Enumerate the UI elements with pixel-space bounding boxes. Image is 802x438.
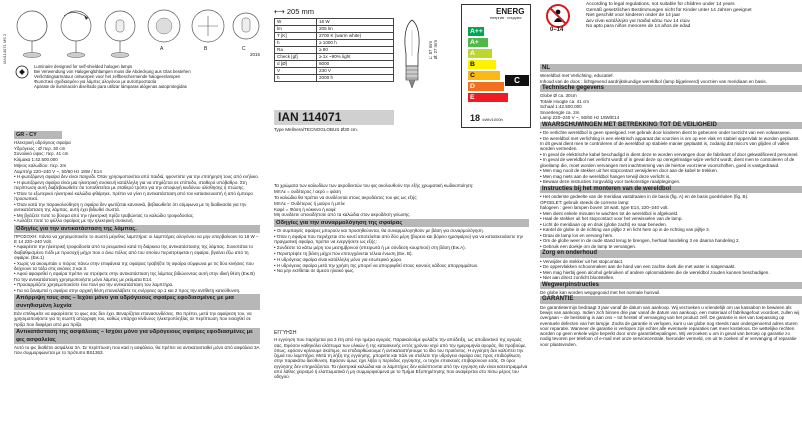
spec-key: h [275, 75, 317, 82]
right-column [540, 0, 802, 438]
middle-column [268, 0, 532, 438]
gr-spec: Συνολικό ύψος: περ. 41 cm [14, 151, 69, 157]
year-label: 2015 [249, 52, 260, 57]
luminaire-line: Aparate de iluminación diseñado para utilizar lámparas alógenas autoprotegidas [34, 84, 187, 90]
nl-safety-paragraph: • De wereldbol met verlichting is een elektrisch apparaat dat voorzien is om op een vlak en stabiel oppervlak te worden geplaatst. In dit geval dient men te controleren of de wereldbol op stabiele manier geplaatst is, zodanig dat risico's van glijden of vallen worden vermeden. [540, 135, 800, 152]
section-head-disposal: Απόρριψη τους σας – Ιεχύει μόνο για υδρόγειους σφαίρες εφοδιασμένες με μια συνηθισμένη λυχνία [14, 294, 260, 310]
warranty-paragraph: Η εγγύηση που παρέχεται για 3 έτη από την ημέρα αγοράς. Παρακαλούμε φυλάξτε την απόδειξη, ως αποδεικτικό της αγοράς σας. Εφόσον καθηκόλει ελάττωμα των υλικών ή της κατασκευής εντός χρόνου ισχύ από την ημερομηνία αγοράς, θα προβούμε, όπως, εφόσον κρίνουμε σκόπιμο, να επιδιορθώσουμε ή αντικαταστήσουμε το ίδιο του προϊόντος. Η εγγύηση δεν καλύπτει την ζημιά του λαμπτήρα. Μετά τη λήξη της εγγύησης, μπορείτε και πάλι να στείλετε την υδρόγειο σφαίρα σας προς επιδιόρθωση στην παρακάτω διεύθυνση. Εφόσον όμως έχει λήξει η περίοδος εγγύησης, οι τυχόν επισκευές επιβαρύνουν εσάς. Οι όροι εγγύησης δεν επηρεάζονται. Τα ηλεκτρικά καλώδια και οι λαμπτήρες δεν καλύπτονται από την εγγύηση εάν είναι κατεστραμμένα από λάθος χειρισμό ή ελαττωματικά ή μη συμμορφούμενα με το Τμήμα Εξυπηρέτησης που αναφέρεται στο πίσω μέρος του οδηγού. [274, 337, 528, 380]
language-tag-gr: GR - CY [14, 131, 62, 139]
energy-class-bar: A+ [468, 38, 488, 47]
diagram-label-a: A [160, 46, 164, 52]
gr-spec: Κλίμακα 1:42.500.000 [14, 157, 58, 163]
spec-row [275, 75, 394, 82]
spec-value: 18 W [316, 19, 393, 26]
diagram-label-c: C [242, 46, 246, 52]
nl-disposal-paragraph: De globe kan worden weggegooid met het normale huisvuil. [540, 290, 661, 296]
assembly-paragraph: • Η υδρόγειος σφαίρα είναι κατάλληλη μόνο για εσωτερικό χώρο. [274, 256, 403, 262]
nl-safety-paragraph: • Men mag niets aan de wereldbol hangen terwijl deze verlicht is. [540, 173, 671, 179]
assembly-paragraph: • Περιστρέψτε τη βάση μέχρι που επιτυγχάνεται τέλεια ένωση (Εικ. Β). [274, 250, 413, 256]
nl-spec: Snoerlengte ca. 2m [540, 109, 580, 115]
spec-value: 230 V [316, 68, 393, 75]
gr-fuse-paragraph: Αυτό το φις διαθέτει ασφάλεια 3A. Σε περίπτωση που καεί η ασφάλεια, θα πρέπει να αντικατασταθεί μόνο από ασφάλεια 3A που συμμορφώνεται με το πρότυπο BS1363. [14, 344, 260, 356]
wire-color-line: Καφέ = Φάση ή κόκκινο ή καφέ [274, 206, 336, 212]
spec-key: lm [275, 26, 317, 33]
lamp-spec-table [274, 18, 394, 82]
wire-color-line: ΜπΛε – Ουδέτερος ή μαύρο ή μπλε [274, 200, 346, 206]
nl-spec: Totale Hoogte ca. 41 cm [540, 98, 590, 104]
gr-lamp-paragraph: • Χωρίς να ακουμπάει ο πιόρος πάνω στην επιφάνεια της σφαίρας τραβήξτε τη σφαίρα σύμφωνα με τις δύο κινήσεις που δείχνουν τα τόξα στις εικόνες 2 και 3. [14, 260, 254, 271]
energy-consumption [470, 113, 503, 123]
section-head-disposal-nl: Wegwerpinstructies [540, 282, 802, 290]
ruler-icon: ⟷ [274, 7, 285, 16]
age-line: Δεν είναι κατάλληλο για παιδιά κάτω των 14 ετών [586, 18, 690, 24]
nl-care-paragraph: • De oppervlakken schoonmaken aan de hand van een zachte doek die met water is natgemaakt. [540, 264, 736, 270]
spec-row [275, 54, 394, 61]
nl-lamp-paragraph: • Het onderste gedeelte van de meridiaa vastdraaien in de basis (fig. A) en de basis goedsluiten (fig. B). [540, 194, 749, 200]
spec-value: 205 lm [316, 26, 393, 33]
spec-key: W [275, 19, 317, 26]
diagram-label-b: B [204, 46, 208, 52]
left-column [0, 0, 262, 438]
section-head-tech: Technische gegevens [540, 85, 802, 93]
energy-class-bar: C [468, 71, 500, 80]
diagram-c [233, 13, 259, 39]
age-warning-text [586, 2, 800, 30]
nl-intro: Wereldbol met Verlichting, educatief. [540, 73, 614, 78]
energy-selected-class: C [505, 75, 529, 86]
wire-color-line: Μη συνδέετε οποιοδήποτε από τα καλώδια στον ακροδέκτη γείωσης. [274, 212, 411, 218]
nl-lamp-paragraph: • Men dient enkele minuten te wachten tot de wereldbol is afgekoeld. [540, 210, 679, 216]
wiring-intro: Τα χρώματα των καλωδίων των ακροδεκτών του φις ακολουθούν την εξής χρωματική κωδικοποίηση: [274, 183, 474, 188]
age-label: 0–14 [550, 27, 564, 33]
spec-key: d [Ø] [275, 61, 317, 68]
lamp-dim: Ø: 27 mm [433, 40, 438, 60]
luminaire-line: Luminaire designed for self-shielded halogen lamps [34, 64, 133, 69]
age-line: Niet geschikt voor kinderen onder de 14 jaar [586, 13, 681, 19]
section-head-fuse: Αντικατάσταση της ασφάλειας – Ισχύει μόνο για υδρόγειους σφαίρες εφοδιασμένες με φις ασφαλείας [14, 328, 260, 344]
spec-row [275, 19, 394, 26]
gr-lamp-paragraph: • Για να ξαναμπεί η σφαίρα στην αρχική θέση επαναλάβετε τις ενέργειες αρ.1 και 2 προς την αντίθετη κατεύθυνση. [14, 288, 241, 294]
nl-lamp-paragraph: • Licht de meridiaan op en druk (globe zacht) ex naar beneden. [540, 221, 667, 227]
assembly-paragraph: • Οι συμπαγείς σφαίρες μπορούν και προσηθεύονται, θα συναρμολογηθούν με βάση για συναρμολόγηση. [274, 227, 484, 233]
spec-key: h [275, 40, 317, 47]
spec-row [275, 47, 394, 54]
diagram-2 [61, 11, 91, 58]
section-head-safety: WAARSCHUWINGEN MET BETREKKING TOT DE VEILIGHEID [540, 122, 802, 130]
energy-class-bar: D [468, 82, 504, 91]
spec-value: ≥ 80 [316, 47, 393, 54]
spec-row [275, 40, 394, 47]
nl-lamp-paragraph: • Om de globe weer in de oude stand terug te brengen, herhaal handeling 3 en daarna handeling 2. [540, 238, 740, 244]
section-head-warranty-nl: GARANTIE [540, 296, 802, 304]
gr-spec: Λαμπτήρ 220–240 V ~, 50/60 Hz 18W / E14 [14, 168, 102, 174]
gr-lamp-paragraph: ΠΡΟΣΟΧΗ: πάντα να χρησιμοποιείτε το σωστό μέγεθος λαμπτήρα: οι λαμπτήρες αλογόνου να μην υπερβαίνουν τα 18 W – E 14 220–240 Volt. [14, 233, 259, 244]
age-line: No apto para niños menores de 14 años de edad [586, 24, 691, 30]
nl-safety-paragraph: • De verlichte wereldbol is geen speelgoed. Het gebruik door kinderen dient te gebeuren onder toezicht van een volwassene. [540, 130, 791, 136]
gr-lamp-paragraph: • Αφού αφαιρεθεί η σφαίρα πρέπει να στρέψετε στην αντικατάσταση της λάμπας βιδώνοντας αυτή στην ιδική θέση (Εικ.Β) Για την αντικατάσταση χρησιμοποιήστε μόνο λάμπες με ρεύματα Ε14. [14, 271, 255, 282]
diagram-a [148, 10, 180, 42]
spec-row [275, 33, 394, 40]
gr-paragraph: • Όταν κατά την παρακολούθηση η σφαίρα δεν φωτίζεται κανονικά, βεβαιωθείτε ότι σύμφωνα με τη διαδικασία για την αντικατάσταση της λάμπας, αυτή έχει βιδωθεί σωστά. [14, 201, 247, 212]
nl-safety-paragraph: • In geval de elektrische kabel beschadigd is dient deze te worden vervangen door de fabrikant of door gekwalificeerd personeel. [540, 151, 799, 157]
nl-safety-paragraph: • In geval de wereldbol niet verlicht wordt of in geval deze op onregelmatige wijze verlicht wordt, dient men te controleren of de gloeilamp die, moet worden vervangen met inachtneming van de hiertoe voorziene voorschriften, goed is vastgedraaid. [540, 157, 795, 168]
spec-key: T [K] [275, 33, 317, 40]
lamp-length [274, 7, 314, 16]
energy-class-bar: A++ [470, 28, 483, 35]
energy-class-bar: A [468, 49, 492, 58]
assembly-paragraph: • Η υδρόγειος σφαίρα μετά την χρήση της μπορεί να απορριφθεί στους κοινούς κάδους απορριμμάτων. [274, 262, 479, 268]
spec-value: ≥ 1000 h [316, 40, 393, 47]
energy-subtitle: енергия · ενεργεια [490, 16, 522, 20]
assembly-paragraph: • Όταν η σφαίρα που περιέχεται στο κουτί αποτελείται από δύο μέρη (βορειο και βόρειο ημισφαίριο) για να κατασκευάσετε την πραγματική σφαίρα, πρέπει να ενεργήσετε ως εξής: [274, 233, 523, 244]
spec-key: Check [gf] [275, 54, 317, 61]
nl-intro: Inhoud van de doos : lichtgevend aardrijkskundige wereldbol (lamp bijgeleverd) voorzien van meridiaan en basis. [540, 78, 767, 84]
gr-lamp-paragraph: • Προσαρμόζετε χρησιμοποιείστε ένα πανί για την αντικατάσταση του λαμπτήρα. [14, 282, 174, 288]
nl-care-paragraph: • Niet aan direct zonlicht blootstellen. [540, 275, 615, 281]
luminaire-line: Φωτιστικό σχεδιασμένο για λάμπες αλογόνου με αυτοπροστασία [34, 79, 157, 85]
middle-instructions [274, 183, 529, 274]
energy-class-bar: E [468, 93, 508, 102]
nl-spec: Lamp 220–240 V ~, 50/60 Hz 18W/E14 [540, 115, 620, 121]
energy-class-bar: B [468, 60, 496, 69]
gr-paragraph: • Αυλάξτε ποτέ το φύλλο σφαίρας με την ηλεκτρική συσκευή. [14, 218, 134, 224]
age-line: Gemäß gesetzlichen Bestimmungen nicht für Kinder unter 14 Jahren geeignet [586, 7, 752, 13]
energy-title: ENERG [496, 7, 525, 16]
spec-value: 2000 h [316, 75, 393, 82]
gr-disposal-paragraph: Εάν επιθυμείτε να αφαιρέσετε το φως σας δεν έχει. Βεναρίζηται επανασυνδέσεις. Θα πρέπει, μετά την αφαίρεση του, να χρησιμοποιήσετε για τη σωστή απόρριψη του, καθώς υπάρχει κίνδυνος ηλεκτροπληξίας σε περίπτωση που εισαχθεί σε πρίζα που διαφέρει από μια πρίζα. [14, 311, 252, 327]
dutch-instructions [540, 73, 802, 347]
section-head-care: Zorg en onderhoud [540, 250, 802, 258]
luminaire-line: Verlichtingsarmatuur ontworpen voor het zelfbeschermende halogeenlampen [34, 74, 181, 80]
gr-paragraph: • Όταν το εξωτερικό ηλεκτρικό καλώδιο φθάρηκε, πρέπει να γίνει η αντικατάσταση από τον κατασκευαστή ή από έμπειρο προσωπικό. [14, 190, 253, 202]
spec-row [275, 61, 394, 68]
spec-row [275, 26, 394, 33]
gr-paragraph: • Η φωτιζόμενη σφαίρα δεν είναι παιχνίδι. Όταν χρησιμοποιείται από παιδιά, φροντίστε για την επιτήρηση τους από ενήλικο. [14, 174, 259, 180]
self-shielded-lamp-icon [14, 64, 30, 80]
assembly-paragraph: • Να μην εκτίθεται σε άμεσο ηλιακό φως. [274, 268, 355, 274]
spec-value: ≥ 1x ~90% light [316, 54, 393, 61]
wire-color-line: Τα καλώδια θα πρέπει να συνδέονται στους ακροδέκτες του φις ως εξής: [274, 194, 418, 200]
gr-spec: Υδρόγειος : Ø περ. 30 cm [14, 145, 66, 151]
nl-lamp-paragraph: OPGELET: gebruik steeds de correcte lamp: [540, 199, 630, 205]
age-line: According to legal regulations, not suitable for children under 14 years [586, 2, 735, 7]
luminaire-notes [34, 64, 260, 89]
nl-spec: Schaal 1:42.500.000 [540, 104, 582, 110]
assembly-paragraph: • Συνδέστε τα κάτω μέρη του μεσημβρινού (σπειρωτά ή με σύνδεση κουμπιού) στη βάση (Εικ.Α). [274, 244, 466, 250]
nl-lamp-paragraph: • Gebruik een doekje om de lamp te vervangen. [540, 243, 637, 249]
spec-row [275, 68, 394, 75]
nl-safety-paragraph: • Bewaar deze instructies zorgvuldig voor toekomstige raadplegingen. [540, 179, 681, 185]
nl-lamp-paragraph: • Draai de lamp los en vervang hem. [540, 232, 614, 238]
gr-paragraph: • Η φωτιζόμενη σφαίρα είναι μια ηλεκτρική συσκευή κατάλληλη για να στηρίζεται σε επίπεδο, σταθερό υπόβαθρο. Στη περίπτωση αυτή διαβεβαιωθείτε ότι τοποθετείται με σταθερό τρόπο για την αποφυγή κινδύνου ολίσθησης ή πτώσης. [14, 179, 247, 191]
wire-color-line: ΜπΛε = ουδέτερος / αερό = φάση [274, 188, 341, 194]
warranty-title: ΕΓΓΥΗΣΗ [274, 330, 297, 336]
type-line: Type Mellnera/TECNOGLOBUS Ø30 cm. [274, 127, 358, 132]
gr-paragraph: • Μη βγάζετε ποτέ το βύσμα από την ηλεκτρική πρίζα τραβώντας το καλώδιο τροφοδοσίας. [14, 212, 195, 218]
lamp-length-value: 205 mm [286, 7, 314, 16]
ian-number: IAN 114071 [274, 110, 394, 125]
language-tag-nl: NL [540, 64, 802, 72]
spec-key: Ra [275, 47, 317, 54]
diagram-1 [17, 11, 47, 58]
globe-diagram-row [14, 2, 260, 60]
section-head-assembly-nl: Instructies bij het monteren van de wereldbol [540, 186, 802, 194]
energy-label [461, 4, 531, 128]
gr-intro: Ηλεκτρική υδρόγειος σφαίρα [14, 140, 71, 145]
section-head-assembly: Οδηγίες για την συναρμολόγηση της σφαίρας [274, 219, 529, 227]
energy-kwh-value: 18 [470, 113, 481, 123]
nl-lamp-paragraph: • Kantel de globe in de richting van pijltje 2 en licht hem op in de richting van pijltje 3. [540, 227, 710, 233]
diagram-3 [105, 11, 135, 58]
nl-safety-paragraph: • Men mag nooit de stekker uit het stopcontact verwijderen door aan de kabel te trekken. [540, 168, 719, 174]
spec-key: V [275, 68, 317, 75]
warranty-greek [274, 331, 529, 380]
spec-value: 2700 K (warm white) [316, 33, 393, 40]
nl-care-paragraph: • Verwijder de stekker uit het stopcontact. [540, 258, 624, 264]
greek-instructions [14, 140, 260, 356]
section-head-lamp: Οδηγίες για την αντικατάσταση της λάμπας. [14, 225, 260, 233]
nl-spec: Globe Ø ca. 30cm [540, 93, 577, 99]
nl-warranty-paragraph: De garantietermijn bedraagt 3 jaar vanaf de datum van aankoop. Wij verzoeken u vriendelijk om uw kassabon te bewaren als bewijs van aankoop. Indien zich binnen drie jaar vanaf de datum van aankoop, een materiaal of fabrikagefout voordoet, zullen wij overgaan – de beslissing is aan ons – tot herstel of vervanging van het product zelf. De garantie is niet van toepassing op eventuele defecten van het lampje. Zodra de garantie is verlopen, kunt u uw globe nog steeds naar ondergenoemd adres sturen voor reparatie. Wanneer de garantie is verlopen zijn echter alle eventuele reparaties niet meer kosteloos. De wettelijke rechten worden op geen enkele wijze beperkt door onze garantiebepalingen. Wij verzoeken u om in geval van beroep op garantie zo nodig tevoren per telefoon of e-mail met onze servicecentrale, hieronder vermeld, om uit te zoeken of er vervanging of reparatie voor plaatsvinden. [540, 304, 800, 347]
energy-kwh-unit: kWh/1000h [482, 117, 503, 122]
candle-bulb-icon [400, 16, 424, 94]
gr-lamp-paragraph: • Αφαιρέστε την ηλεκτρική τροφοδοσία από το ρευματικό κατά τη διάρκεια της αντικατάστασης της λάμπας. Συνιστάται το διαβαθμισμένο πόδι με προσοχή μέχρι που ο άνω πόλος από του οποίου περιστρέφεται η σφαίρα, βγαίνει έξω από τη σφαίρα. (Εικ.1) [14, 244, 254, 260]
luminaire-line: Bei Verwendung von Halogenglühlampen muss die Abdeckung aus Glas bestehen [34, 69, 191, 75]
gr-spec: Μήκος καλωδίου: περ. 2m [14, 162, 67, 168]
sidebar-code: IAN114071 MS 2 [2, 33, 7, 64]
nl-care-paragraph: • Men mag hierbij geen alcohol gebruiken of andere oplosmiddelen die de wereldbol zouden kunnen beschadigen. [540, 269, 770, 275]
spec-value: 8000 [316, 61, 393, 68]
lamp-dim: L: 57 mm [428, 40, 433, 60]
lamp-dimensions [428, 40, 438, 59]
assembly-diagrams [14, 2, 260, 62]
nl-lamp-paragraph: halogeen : geen lampen boven 18 watt, type E14, 220–240 volt. [540, 205, 669, 211]
nl-lamp-paragraph: • Haal de stekker uit het stopcontact voor het verwisselen van de lamp. [540, 216, 683, 222]
diagram-b [192, 10, 224, 42]
